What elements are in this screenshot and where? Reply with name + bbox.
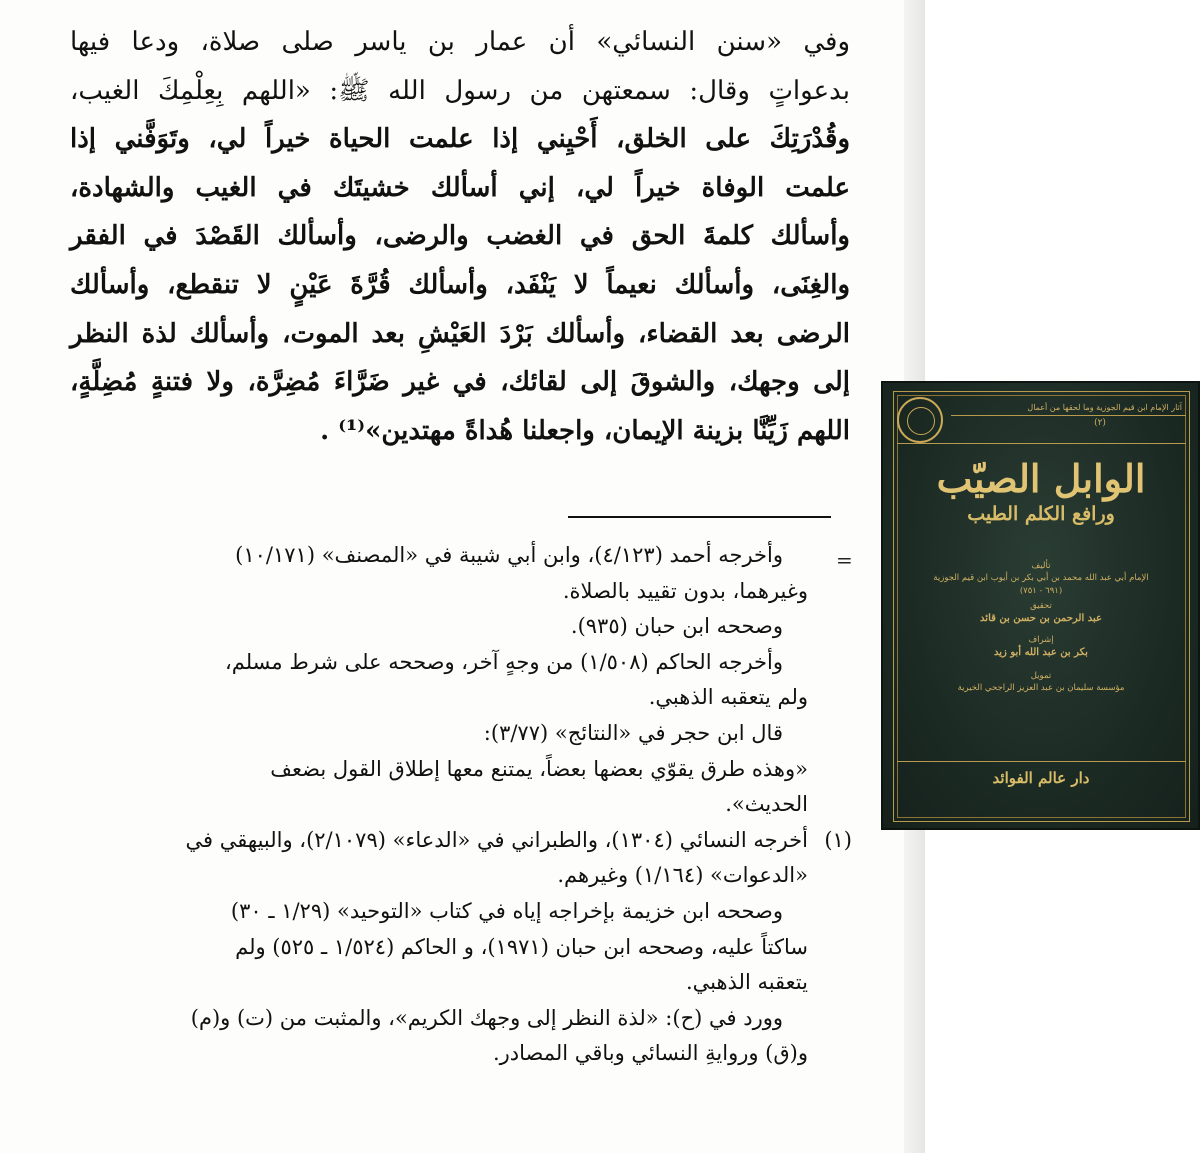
- footnote-line: أخرجه النسائي (١٣٠٤)، والطبراني في «الدعاء» (٢/١٠٧٩)، والبيهقي في: [185, 827, 808, 852]
- main-line: بدعواتٍ وقال: سمعتهن من رسول الله ﷺ: «اللهم بِعِلْمِكَ الغيب،: [70, 75, 850, 106]
- footnote-line: ولم يتعقبه الذهبي.: [648, 685, 808, 710]
- footnote-1: [76, 823, 852, 1072]
- publisher-seal-icon: [897, 397, 943, 443]
- footnote-line: وغيرهما، بدون تقييد بالصلاة.: [562, 578, 808, 603]
- cover-series: آثار الإمام ابن قيم الجوزية وما لحقها من أعمال: [1027, 403, 1182, 412]
- author-years: (٦٩١ - ٧٥١): [1019, 586, 1063, 596]
- footnote-line: وصححه ابن حبان (٩٣٥).: [570, 614, 783, 639]
- footnote-line: يتعقبه الذهبي.: [685, 970, 808, 995]
- editor-label: تحقيق: [1030, 601, 1052, 611]
- continuation-mark: =: [836, 548, 853, 572]
- footnote-line: الحديث».: [725, 792, 808, 817]
- main-line: وأسألك كلمةَ الحق في الغضب والرضى، وأسألك القَصْدَ في الفقر: [70, 221, 850, 252]
- cover-rule: [897, 443, 1186, 444]
- footnote-separator: [568, 516, 831, 518]
- main-line: إلى وجهك، والشوقَ إلى لقائك، في غير ضَرَّاءَ مُضِرَّة، ولا فتنةٍ مُضِلَّةٍ،: [70, 367, 850, 398]
- footnote-line: و(ق) وروايةِ النسائي وباقي المصادر.: [492, 1041, 808, 1066]
- footnote-line: وأخرجه الحاكم (١/٥٠٨) من وجهٍ آخر، وصححه على شرط مسلم،: [224, 649, 783, 674]
- footnote-line: وأخرجه أحمد (٤/١٢٣)، وابن أبي شيبة في «المصنف» (١٠/١٧١): [235, 543, 783, 567]
- supervisor-label: إشراف: [1028, 635, 1054, 645]
- footnote-1-lines: [76, 823, 808, 1072]
- footnotes: [76, 538, 852, 1072]
- main-line: والغِنَى، وأسألك نعيماً لا يَنْفَد، وأسألك قُرَّةَ عَيْنٍ لا تنقطع، وأسألك: [70, 269, 850, 300]
- funder-name: مؤسسة سليمان بن عبد العزيز الراجحي الخيرية: [957, 683, 1125, 693]
- main-line: وفي «سنن النسائي» أن عمار بن ياسر صلى صلاة، ودعا فيها: [70, 27, 850, 57]
- author-label: تأليف: [1031, 561, 1051, 571]
- author-name: الإمام أبي عبد الله محمد بن أبي بكر بن أيوب ابن قيم الجوزية: [933, 573, 1149, 583]
- publisher-name: دار عالم الفوائد: [992, 769, 1090, 787]
- main-paragraph: [70, 18, 850, 455]
- book-cover: [881, 381, 1200, 830]
- main-line: وقُدْرَتِكَ على الخلق، أَحْيِني إذا علمت الحياة خيراً لي، وتَوَفَّني إذا: [70, 124, 850, 155]
- cover-title: الوابل الصيّب: [936, 456, 1146, 501]
- footnote-line: وصححه ابن خزيمة بإخراجه إياه في كتاب «التوحيد» (١/٢٩ ـ ٣٠): [230, 898, 783, 923]
- cover-subtitle: ورافع الكلم الطيب: [967, 503, 1115, 525]
- footnote-line: «وهذه طرق يقوّي بعضها بعضاً، يمتنع معها إطلاق القول بضعف: [270, 756, 808, 781]
- main-line: الرضى بعد القضاء، وأسألك بَرْدَ العَيْشِ بعد الموت، وأسألك لذة النظر: [70, 318, 850, 349]
- funder-label: تمويل: [1030, 671, 1052, 681]
- footnote-number: (١): [824, 827, 852, 852]
- cover-rule: [897, 761, 1186, 762]
- editor-name: عبد الرحمن بن حسن بن قائد: [980, 613, 1102, 624]
- cover-rule: [951, 415, 1186, 416]
- cover-volume: (٢): [1094, 418, 1106, 428]
- main-line: اللهم زَيِّنَّا بزينة الإيمان، واجعلنا هُداةً مهتدين»⁽¹⁾ .: [320, 415, 850, 446]
- footnote-line: وورد في (ح): «لذة النظر إلى وجهك الكريم»، والمثبت من (ت) و(م): [190, 1005, 783, 1030]
- footnote-line: ساكتاً عليه، وصححه ابن حبان (١٩٧١)، و الحاكم (١/٥٢٤ ـ ٥٢٥) ولم: [235, 934, 808, 959]
- footnote-line: «الدعوات» (١/١٦٤) وغيرهم.: [557, 863, 808, 888]
- footnote-line: قال ابن حجر في «النتائج» (٣/٧٧):: [483, 720, 783, 745]
- supervisor-name: بكر بن عبد الله أبو زيد: [994, 647, 1088, 658]
- footnote-continuation: [76, 538, 808, 823]
- main-line: علمت الوفاة خيراً لي، إني أسألك خشيتَك في الغيب والشهادة،: [70, 172, 850, 203]
